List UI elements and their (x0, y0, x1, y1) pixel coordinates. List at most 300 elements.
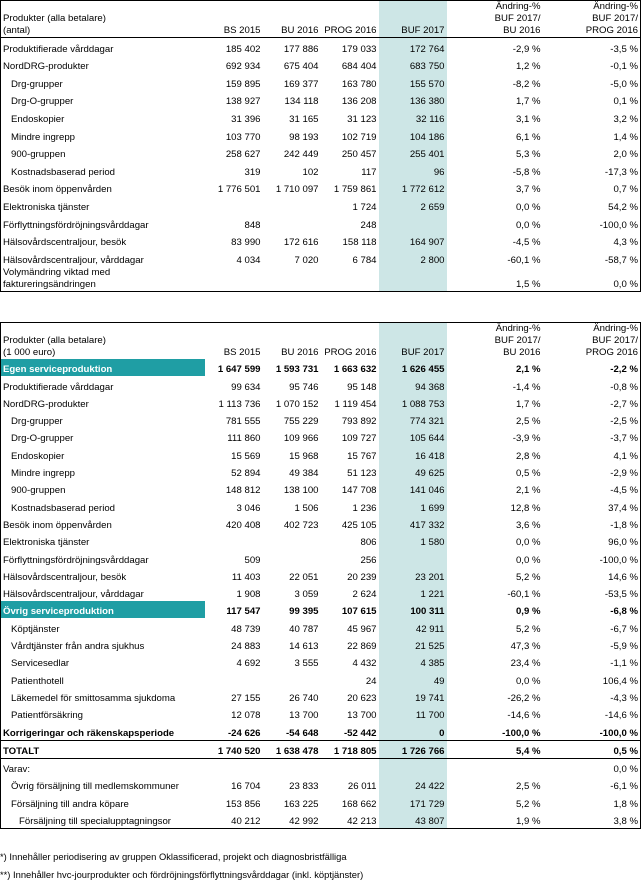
cell-change-prog: -1,8 % (610, 519, 638, 531)
cell-change-prog: -6,7 % (610, 623, 638, 635)
table-header-row (1, 1, 641, 14)
cell-change-bu: 6,1 % (515, 131, 541, 143)
cell-buf: 683 750 (379, 56, 447, 74)
cell-buf: 417 332 (379, 515, 447, 532)
volume-table (0, 0, 641, 292)
cell-prog: 22 869 (347, 641, 377, 653)
header-change1-line1: Ändring-% (495, 1, 541, 12)
cell-bs: 4 692 (236, 658, 261, 670)
cell-prog: 42 213 (347, 816, 377, 828)
cell-change-bu: 23,4 % (510, 658, 541, 670)
cell-prog: 51 123 (347, 468, 377, 480)
cell-bs: 153 856 (225, 798, 261, 810)
cell-change-bu: -60,1 % (507, 254, 541, 266)
cell-change-prog: 14,6 % (608, 571, 638, 583)
cell-prog: 163 780 (341, 78, 377, 90)
cell-change-bu: 1,7 % (515, 398, 541, 410)
table-row (1, 705, 641, 722)
cell-change-bu: 0,0 % (515, 201, 541, 213)
cell-prog: 425 105 (341, 519, 377, 531)
footnote-2: **) Innehåller hvc-jourprodukter och fördröjningsförflyttningsvårddagar (inkl. köptjänster) (0, 869, 364, 880)
row-label: Elektroniska tjänster (3, 537, 90, 549)
row-label: Hälsovårdscentraljour, vårddagar (3, 589, 144, 601)
cell-prog: 6 784 (352, 254, 377, 266)
cell-change-bu: 1,2 % (515, 61, 541, 73)
cell-change-prog: -2,7 % (610, 398, 638, 410)
table-row (1, 688, 641, 705)
cell-bu (263, 196, 321, 214)
cell-bs: 319 (244, 166, 261, 178)
row-label: Förflyttningsfördröjningsvårddagar (3, 554, 149, 566)
row-label: Hälsovårdscentraljour, vårddagar (3, 254, 144, 266)
cell-bs: 1 776 501 (217, 184, 261, 196)
table-row (1, 653, 641, 670)
cell-bu: 138 100 (283, 485, 319, 497)
table-row (1, 376, 641, 393)
cell-change-prog: -3,7 % (610, 433, 638, 445)
row-label: TOTALT (1, 740, 205, 758)
cell-buf: 42 911 (379, 618, 447, 635)
table-row (1, 670, 641, 687)
cell-buf: 1 726 766 (379, 740, 447, 758)
footnote-1: *) Innehåller periodisering av gruppen Oklassificerad, projekt och diagnosbristfälliga (0, 851, 347, 862)
cell-change-prog: -2,9 % (610, 468, 638, 480)
table-row (1, 179, 641, 197)
cell-prog: 256 (360, 554, 377, 566)
cell-change-bu: -26,2 % (507, 692, 541, 704)
cell-prog: 1 119 454 (334, 398, 377, 410)
cell-change-bu: -2,9 % (512, 43, 541, 55)
cell-change-bu: 5,3 % (515, 149, 541, 161)
row-label: Försäljning till specialupptagningsor (19, 816, 171, 828)
cell-change-prog: 0,5 % (543, 740, 641, 758)
cell-change-bu: 5,4 % (447, 740, 543, 758)
row-label: Hälsovårdscentraljour, besök (3, 571, 127, 583)
table-row (1, 411, 641, 428)
cell-change-bu: 0,0 % (515, 537, 541, 549)
cell-buf: 11 700 (379, 705, 447, 722)
cell-change-bu: -5,8 % (512, 166, 541, 178)
cell-change-prog: -14,6 % (604, 710, 638, 722)
cell-bu (263, 214, 321, 232)
cell-buf: 104 186 (379, 126, 447, 144)
cell-bu: 31 165 (289, 113, 319, 125)
cell-change-prog: -1,1 % (610, 658, 638, 670)
cell-prog: 109 727 (341, 433, 377, 445)
cell-bu: 1 506 (294, 502, 319, 514)
table-header-row (1, 13, 641, 25)
header-change1-line3: BU 2016 (447, 25, 543, 38)
cell-bu: 1 710 097 (275, 184, 319, 196)
table-row (1, 249, 641, 267)
row-label: Drg-grupper (11, 78, 63, 90)
cell-change-bu: -100,0 % (502, 727, 541, 739)
table-row (1, 214, 641, 232)
cell-change-prog: -100,0 % (599, 219, 638, 231)
cell-prog: 102 719 (341, 131, 377, 143)
cell-prog: 179 033 (341, 43, 377, 55)
cell-change-bu: 1,9 % (515, 816, 541, 828)
cell-buf: 0 (379, 722, 447, 740)
header-buf: BUF 2017 (379, 347, 447, 359)
cell-bu: 40 787 (289, 623, 319, 635)
cell-bu: 95 746 (289, 381, 319, 393)
cell-bs: 11 403 (231, 571, 261, 583)
cell-bs: 420 408 (225, 519, 261, 531)
cell-bs: 1 113 736 (218, 398, 261, 410)
cell-bs: 24 883 (231, 641, 261, 653)
cell-buf: 4 385 (379, 653, 447, 670)
cell-bu: 3 059 (294, 589, 319, 601)
cell-change-bu: 0,5 % (515, 468, 541, 480)
row-label: Övrig serviceproduktion (1, 601, 205, 618)
cell-bu: 169 377 (283, 78, 319, 90)
cell-bu: 675 404 (283, 61, 319, 73)
cell-change-prog: -17,3 % (604, 166, 638, 178)
cell-buf: 141 046 (379, 480, 447, 497)
row-label: Patienthotell (11, 675, 64, 687)
cell-bu: 42 992 (289, 816, 319, 828)
cell-prog: 15 767 (347, 450, 377, 462)
cell-buf: 164 907 (379, 232, 447, 250)
cell-buf: 1 626 455 (379, 359, 447, 376)
cell-change-prog: -6,8 % (610, 606, 638, 618)
row-label: 900-gruppen (11, 485, 66, 497)
cell-buf (379, 214, 447, 232)
cell-prog: 158 118 (342, 237, 377, 249)
row-label: Besök inom öppenvården (3, 184, 112, 196)
cell-buf: 49 (379, 670, 447, 687)
cell-buf: 1 221 (379, 584, 447, 601)
cell-buf: 2 800 (379, 249, 447, 267)
cell-change-prog: -5,9 % (610, 641, 638, 653)
cell-buf: 96 (379, 161, 447, 179)
row-label: Vårdtjänster från andra sjukhus (11, 641, 145, 653)
header-change2-line3: PROG 2016 (585, 347, 638, 358)
cell-buf: 19 741 (379, 688, 447, 705)
row-label: Kostnadsbaserad period (11, 502, 116, 514)
cell-bu: 172 616 (283, 237, 319, 249)
table-header-row (1, 25, 641, 38)
cell-change-prog: -100,0 % (599, 727, 638, 739)
cell-change-bu: 12,8 % (510, 502, 541, 514)
cell-change-prog: 54,2 % (608, 201, 638, 213)
cell-prog: 107 615 (341, 606, 377, 618)
header-unit-label: (antal) (1, 25, 205, 38)
cell-change-prog: 0,1 % (613, 96, 638, 108)
cell-change-bu: 0,0 % (515, 675, 541, 687)
cell-buf: 1 088 753 (379, 394, 447, 411)
cell-buf: 255 401 (379, 144, 447, 162)
header-products-label: Produkter (alla betalare) (3, 335, 106, 346)
table-row (1, 279, 641, 292)
cell-bs: 1 908 (236, 589, 261, 601)
cell-bs: 159 895 (225, 78, 261, 90)
header-bs: BS 2015 (223, 347, 261, 358)
table-row (1, 126, 641, 144)
row-label: NordDRG-produkter (3, 398, 89, 410)
cell-bs: 509 (244, 554, 261, 566)
cell-change-bu: 2,5 % (515, 416, 541, 428)
cell-change-bu: -4,5 % (512, 237, 541, 249)
cell-buf: 171 729 (379, 793, 447, 810)
euro-table (0, 322, 641, 829)
cell-change-bu: 3,1 % (515, 113, 541, 125)
cell-bs: 185 402 (225, 43, 261, 55)
cell-change-prog: -4,3 % (610, 692, 638, 704)
row-label: faktureringsändringen (3, 278, 96, 290)
cell-bu: 1 638 478 (263, 740, 321, 758)
cell-buf: 1 772 612 (379, 179, 447, 197)
cell-bs: 4 034 (236, 254, 261, 266)
cell-bs: 52 894 (231, 468, 261, 480)
row-label: Elektroniska tjänster (3, 201, 90, 213)
cell-buf: 23 201 (379, 567, 447, 584)
cell-buf: 24 422 (379, 776, 447, 793)
cell-change-bu: 3,6 % (515, 519, 541, 531)
cell-bs: 31 396 (231, 113, 261, 125)
row-label: Mindre ingrepp (11, 468, 75, 480)
row-label: Övrig försäljning till medlemskommuner (11, 781, 179, 793)
row-label: Drg-O-grupper (11, 96, 74, 108)
cell-buf: 1 580 (379, 532, 447, 549)
cell-bs: 117 547 (226, 606, 261, 618)
cell-change-prog: -0,8 % (610, 381, 638, 393)
row-label: Servicesedlar (11, 658, 70, 670)
header-change2-line3: PROG 2016 (543, 25, 641, 38)
cell-change-bu: 1,7 % (515, 96, 541, 108)
cell-bu: 177 886 (283, 43, 319, 55)
cell-buf: 32 116 (379, 108, 447, 126)
cell-change-prog: 0,0 % (613, 278, 638, 290)
cell-change-bu: -14,6 % (507, 710, 541, 722)
cell-change-bu: 47,3 % (510, 641, 541, 653)
cell-change-prog: 1,4 % (613, 131, 638, 143)
cell-prog: 24 (365, 675, 377, 687)
header-change2-line1: Ändring-% (593, 1, 638, 12)
header-bu: BU 2016 (263, 25, 321, 38)
header-bs: BS 2015 (205, 25, 263, 38)
cell-buf: 1 699 (379, 497, 447, 514)
table-row (1, 758, 641, 776)
cell-bu: 242 449 (283, 149, 319, 161)
cell-buf: 2 659 (379, 196, 447, 214)
cell-change-prog: 0,7 % (613, 184, 638, 196)
table-header-row (1, 347, 641, 359)
cell-change-bu: 5,2 % (515, 571, 541, 583)
cell-bu: 755 229 (283, 416, 319, 428)
footnotes (0, 848, 640, 884)
table-row (1, 108, 641, 126)
cell-bu (263, 758, 321, 776)
cell-buf: 49 625 (379, 463, 447, 480)
cell-bs: 1 740 520 (205, 740, 263, 758)
cell-buf: 774 321 (379, 411, 447, 428)
table-row (1, 549, 641, 566)
cell-change-bu: -3,9 % (512, 433, 541, 445)
cell-change-prog: 2,0 % (613, 149, 638, 161)
header-change1-line3: BU 2016 (503, 347, 541, 358)
cell-prog: 4 432 (352, 658, 377, 670)
cell-bs (205, 532, 263, 549)
cell-bu: 26 740 (289, 692, 319, 704)
cell-bu: 402 723 (283, 519, 319, 531)
cell-bu: 102 (302, 166, 319, 178)
table-row (1, 567, 641, 584)
header-change1-line2: BUF 2017/ (494, 13, 541, 24)
row-label: Produktifierade vårddagar (3, 381, 114, 393)
cell-change-bu: 0,0 % (515, 554, 541, 566)
row-label: Drg-O-grupper (11, 433, 74, 445)
cell-bu: 109 966 (283, 433, 319, 445)
cell-change-bu: 3,7 % (515, 184, 541, 196)
cell-prog: 26 011 (347, 781, 377, 793)
table-row (1, 394, 641, 411)
cell-change-prog: -6,1 % (610, 781, 638, 793)
table-row (1, 91, 641, 109)
cell-bs: 40 212 (231, 816, 261, 828)
table-row (1, 359, 641, 376)
cell-bu: 49 384 (289, 468, 319, 480)
row-label: Försäljning till andra köpare (11, 798, 129, 810)
cell-bs: 3 046 (236, 502, 261, 514)
cell-prog: 13 700 (347, 710, 377, 722)
cell-bu: 134 118 (284, 96, 319, 108)
cell-bu (263, 670, 321, 687)
cell-change-bu: 2,8 % (515, 450, 541, 462)
header-change2-line2: BUF 2017/ (592, 13, 638, 24)
cell-bu: 22 051 (289, 571, 319, 583)
cell-change-bu: -8,2 % (512, 78, 541, 90)
cell-bu: 1 070 152 (275, 398, 319, 410)
header-change2-line1: Ändring-% (593, 323, 638, 334)
cell-buf: 105 644 (379, 428, 447, 445)
cell-bu: -54 648 (285, 727, 319, 739)
cell-change-bu: 5,2 % (515, 798, 541, 810)
row-label: Kostnadsbaserad period (11, 166, 116, 178)
cell-buf: 136 380 (379, 91, 447, 109)
cell-change-bu: 5,2 % (515, 623, 541, 635)
cell-change-prog: -58,7 % (604, 254, 638, 266)
row-label: Mindre ingrepp (11, 131, 75, 143)
cell-change-prog: -0,1 % (610, 61, 638, 73)
cell-change-prog: -100,0 % (599, 554, 638, 566)
cell-buf: 21 525 (379, 636, 447, 653)
cell-bu: 7 020 (294, 254, 319, 266)
cell-bu: 3 555 (294, 658, 319, 670)
table-row (1, 584, 641, 601)
cell-buf (379, 758, 447, 776)
header-prog: PROG 2016 (321, 25, 379, 38)
header-prog: PROG 2016 (324, 347, 377, 358)
cell-change-prog: 3,8 % (613, 816, 638, 828)
cell-buf: 155 570 (379, 73, 447, 91)
cell-prog: 1 236 (352, 502, 377, 514)
cell-bs: 848 (244, 219, 261, 231)
cell-prog: 136 208 (341, 96, 377, 108)
table-row (1, 38, 641, 56)
cell-bs: -24 626 (227, 727, 261, 739)
cell-prog: 250 457 (341, 149, 377, 161)
table-row (1, 144, 641, 162)
cell-prog: 793 892 (341, 416, 377, 428)
cell-bs: 27 155 (231, 692, 261, 704)
cell-prog: 20 623 (347, 692, 377, 704)
header-change1-line2: BUF 2017/ (494, 335, 541, 346)
cell-bu: 1 593 731 (275, 364, 319, 376)
row-label: Egen serviceproduktion (1, 359, 205, 376)
table-row (1, 56, 641, 74)
cell-buf (379, 549, 447, 566)
table-row (1, 480, 641, 497)
table-row (1, 515, 641, 532)
cell-change-prog: 1,8 % (613, 798, 638, 810)
cell-buf: 94 368 (379, 376, 447, 393)
cell-buf: 172 764 (379, 38, 447, 56)
cell-bs: 83 990 (231, 237, 261, 249)
cell-bs: 111 860 (227, 433, 261, 445)
table-row (1, 740, 641, 758)
table-row (1, 497, 641, 514)
header-unit-label: (1 000 euro) (3, 347, 56, 358)
table-row (1, 73, 641, 91)
cell-bs: 138 927 (225, 96, 261, 108)
row-label: Förflyttningsfördröjningsvårddagar (3, 219, 149, 231)
table-row (1, 267, 641, 279)
cell-bu: 15 968 (289, 450, 319, 462)
cell-bs (205, 670, 263, 687)
cell-bu: 13 700 (289, 710, 319, 722)
cell-bs: 1 647 599 (217, 364, 261, 376)
row-label: Korrigeringar och räkenskapsperiode (3, 727, 175, 739)
cell-prog (321, 758, 379, 776)
cell-prog: 806 (360, 537, 377, 549)
table-header-row (1, 323, 641, 336)
cell-bs: 258 627 (225, 149, 261, 161)
header-change2-line2: BUF 2017/ (592, 335, 638, 346)
row-label: Hälsovårdscentraljour, besök (3, 237, 127, 249)
row-label: Besök inom öppenvården (3, 519, 112, 531)
cell-bs: 692 934 (225, 61, 261, 73)
cell-change-bu: -1,4 % (512, 381, 541, 393)
table-row (1, 161, 641, 179)
cell-change-bu: 0,0 % (515, 219, 541, 231)
table-row (1, 618, 641, 635)
cell-buf: 100 311 (379, 601, 447, 618)
table-row (1, 722, 641, 740)
cell-change-prog: 106,4 % (602, 675, 638, 687)
table-row (1, 601, 641, 618)
header-change1-line1: Ändring-% (495, 323, 541, 334)
cell-prog: 45 967 (347, 623, 377, 635)
table-row (1, 532, 641, 549)
cell-change-prog: -53,5 % (604, 589, 638, 601)
cell-bs: 16 704 (231, 781, 261, 793)
cell-bs: 12 078 (231, 710, 261, 722)
cell-prog: 684 404 (341, 61, 377, 73)
header-buf: BUF 2017 (379, 25, 447, 38)
cell-bs: 781 555 (225, 416, 261, 428)
cell-prog: 1 718 805 (321, 740, 379, 758)
row-label: Produktifierade vårddagar (3, 43, 114, 55)
cell-bs: 48 739 (231, 623, 261, 635)
cell-bs: 15 569 (231, 450, 261, 462)
cell-prog: 1 663 632 (333, 364, 377, 376)
table-row (1, 463, 641, 480)
cell-bu: 99 395 (289, 606, 319, 618)
cell-change-prog: -5,0 % (610, 78, 638, 90)
table-row (1, 428, 641, 445)
